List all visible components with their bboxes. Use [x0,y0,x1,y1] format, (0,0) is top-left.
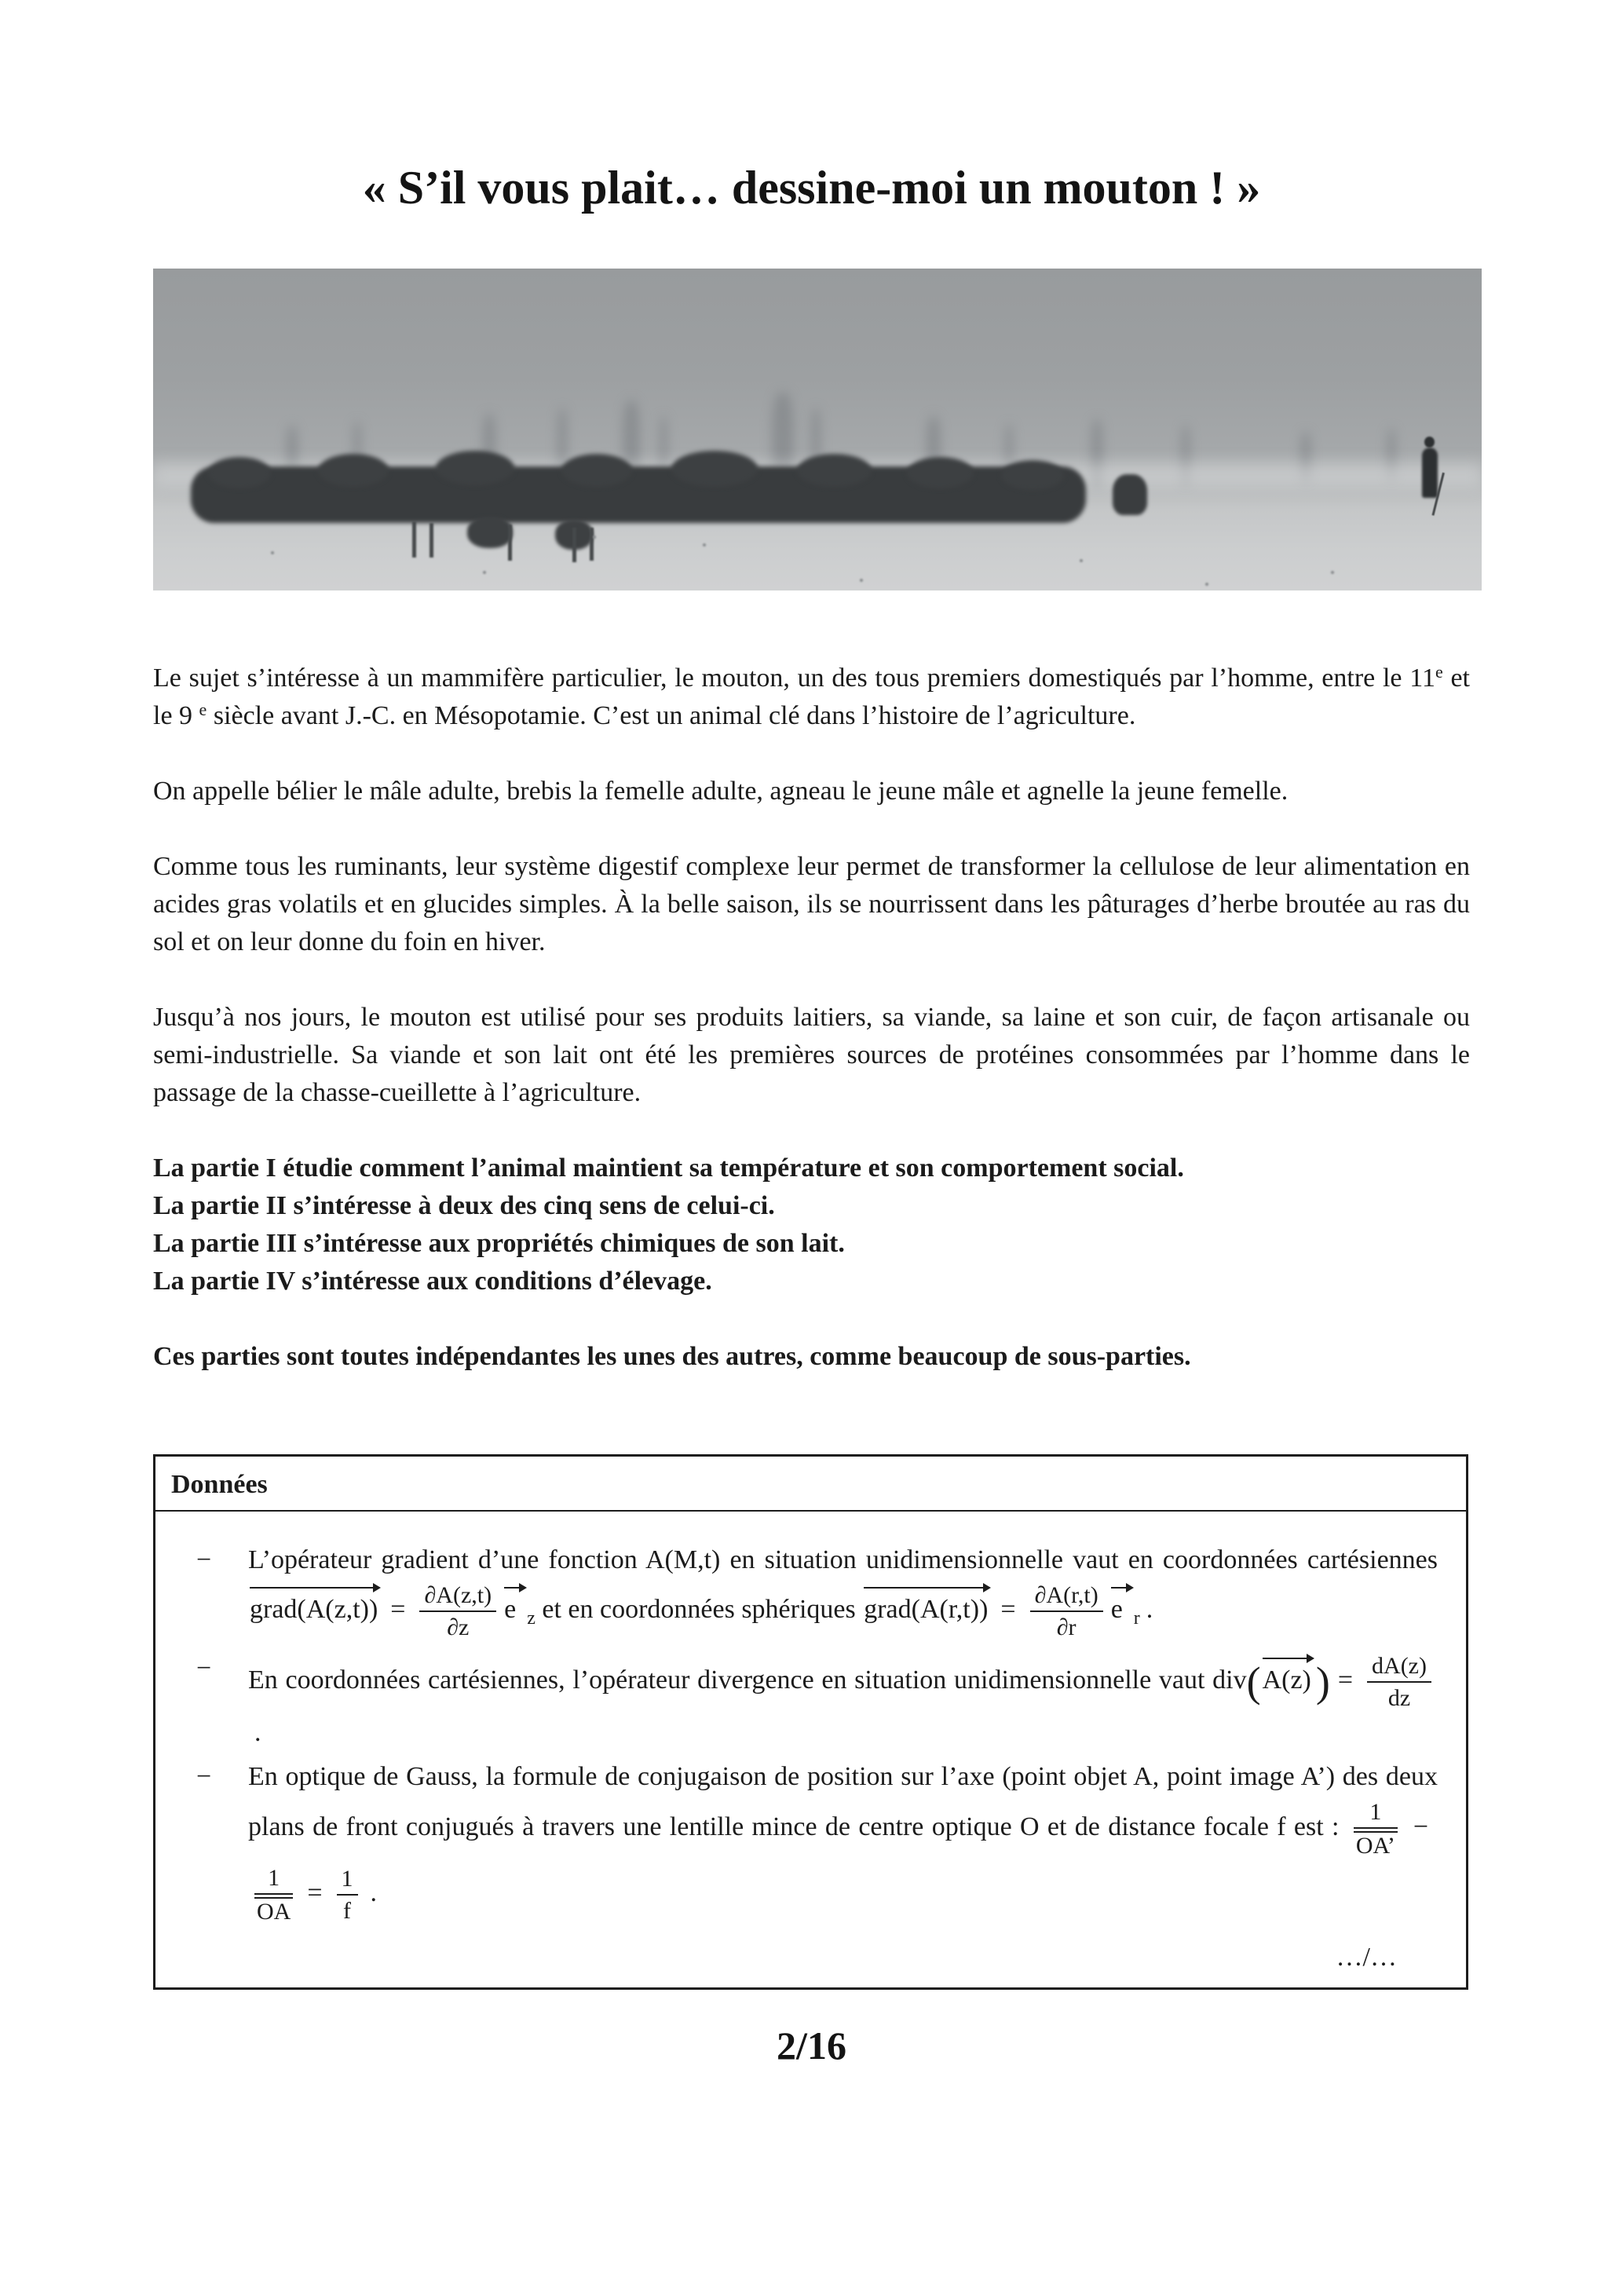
vector-arrow-icon [1263,1658,1307,1659]
sheep-silhouette [1001,460,1064,490]
sheep-leg [508,525,512,561]
unit-vector-label: e [1110,1594,1123,1624]
sheep-flock-photo [153,269,1482,590]
part-iv-line: La partie IV s’intéresse aux conditions d’élevage. [153,1267,712,1296]
left-paren: ( [1246,1658,1261,1706]
item-text: En optique de Gauss, la formule de conjugaison de position sur l’axe (point objet A, point image A’) des deux plans de front conjugués à travers une lentille mince de centre optique O et de distance focale f est : [248,1762,1438,1841]
fraction-denominator: f [343,1898,352,1924]
field-vector [1261,1654,1316,1695]
continuation-mark: …/… [1336,1943,1397,1972]
unit-vector-label: e [504,1594,517,1624]
grad-label: grad(A(r,t)) [864,1594,989,1624]
grad-label: grad(A(z,t)) [250,1594,378,1624]
formula-period: . [254,1718,261,1747]
vector-arrow-icon [504,1587,519,1589]
sheep-silhouette [208,457,271,488]
parts-summary [153,1150,1470,1300]
bullet-dash: − [196,1545,212,1574]
sheep-silhouette [467,517,513,548]
minus-sign: − [1413,1812,1428,1841]
measure-overline: OA’ [1354,1831,1398,1859]
part-ii-line: La partie II s’intéresse à deux des cinq sens de celui-ci. [153,1191,775,1220]
snow-speckle [1205,583,1208,586]
fraction-numerator: 1 [1354,1799,1398,1829]
page-content [153,0,1470,2068]
sheep-silhouette [797,454,872,487]
fraction-denominator: ∂r [1056,1614,1077,1640]
shepherd-head [1424,437,1435,448]
bullet-dash: − [196,1762,212,1791]
fraction-numerator: dA(z) [1367,1653,1431,1683]
vector-arrow-icon [250,1587,373,1589]
snow-speckle [860,579,863,582]
bullet-dash: − [196,1654,212,1683]
fraction-numerator: 1 [254,1865,293,1895]
grad-vector-r [862,1584,992,1624]
partial-fraction-r [1030,1582,1103,1640]
fraction-denominator [1354,1829,1398,1859]
vector-subscript: z [527,1607,536,1629]
field-label: A(z) [1262,1665,1311,1695]
donnees-header: Données [155,1457,1466,1512]
fraction-denominator: dz [1387,1685,1411,1711]
snow-speckle [1331,571,1334,574]
equals-sign: = [390,1594,406,1624]
sheep-silhouette [907,457,974,488]
fraction-denominator: ∂z [447,1614,470,1640]
equals-sign: = [1337,1665,1354,1695]
conjugation-fraction-1 [1354,1799,1398,1859]
item-text: et en coordonnées sphériques [542,1594,863,1624]
donnees-body [155,1512,1466,1987]
measure-overline: OA [254,1897,293,1925]
superscript-e: e [1435,662,1443,682]
fraction-numerator: ∂A(r,t) [1030,1582,1103,1612]
snow-speckle [1080,559,1083,562]
snow-speckle [271,551,274,554]
part-i-line: La partie I étudie comment l’animal maintient sa température et son comportement social. [153,1153,1184,1183]
unit-vector-er [1109,1584,1134,1624]
sheep-silhouette [561,454,632,487]
equals-sign: = [307,1877,323,1907]
donnees-box [153,1454,1468,1990]
intro-paragraph-1 [153,660,1470,735]
focal-fraction [337,1866,358,1924]
snow-speckle [593,536,596,539]
vector-arrow-icon [864,1587,983,1589]
intro-paragraph-3: Comme tous les ruminants, leur système digestif complexe leur permet de transformer la cellulose de leur alimentation en acides gras volatils et en glucides simples. À la belle saison, ils se nourrissent dans les pâturages d’herbe broutée au ras du sol et on leur donne du foin en hiver. [153,852,1470,956]
fraction-numerator: 1 [337,1866,358,1896]
right-paren: ) [1315,1658,1330,1706]
unit-vector-ez [503,1584,527,1624]
partial-fraction-z [419,1582,496,1640]
intro-paragraph-4: Jusqu’à nos jours, le mouton est utilisé pour ses produits laitiers, sa viande, sa laine et son cuir, de façon artisanale ou semi-industrielle. Sa viande et son lait ont été les premières sources de protéines consommées par l’homme dans le passage de la chasse-cueillette à l’agriculture. [153,1003,1470,1107]
paragraph-text: siècle avant J.-C. en Mésopotamie. C’est un animal clé dans l’histoire de l’agriculture. [207,701,1136,730]
paragraph-text: Le sujet s’intéresse à un mammifère particulier, le mouton, un des tous premiers domestiqués par l’homme, entre le 11 [153,664,1435,693]
derivative-fraction [1367,1653,1431,1711]
formula-period: . [1146,1594,1153,1624]
snow-speckle [483,571,486,574]
equals-sign: = [1000,1594,1016,1624]
grad-vector-z [248,1584,382,1624]
fraction-denominator [254,1895,293,1925]
sheep-leg [572,528,576,562]
sheep-silhouette [436,451,514,485]
independence-note: Ces parties sont toutes indépendantes les unes des autres, comme beaucoup de sous-parties. [153,1342,1191,1371]
sheep-leg [590,528,594,561]
item-text: En coordonnées cartésiennes, l’opérateur divergence en situation unidimensionnelle vaut [248,1665,1213,1695]
donnees-item-conjugaison [155,1758,1438,1928]
intro-paragraph-2: On appelle bélier le mâle adulte, brebis la femelle adulte, agneau le jeune mâle et agnelle la jeune femelle. [153,777,1289,806]
snow-speckle [703,543,706,547]
vector-subscript: r [1133,1607,1140,1629]
sheep-leg [412,521,416,558]
page-number: 2/16 [777,2024,846,2067]
formula-period: . [370,1877,378,1907]
paragraph-text: et le 9 [153,664,1470,730]
div-operator: div [1212,1665,1247,1695]
sheep-silhouette [1113,474,1147,515]
donnees-item-gradient [155,1541,1438,1643]
sheep-silhouette [318,454,389,487]
page-title: « S’il vous plait… dessine-moi un mouton ! » [362,162,1261,214]
donnees-item-divergence [155,1650,1438,1752]
sheep-silhouette [671,451,758,487]
sheep-leg [430,523,433,558]
vector-arrow-icon [1111,1587,1126,1589]
fraction-numerator: ∂A(z,t) [419,1582,496,1612]
shepherd-figure [1422,448,1438,498]
part-iii-line: La partie III s’intéresse aux propriétés chimiques de son lait. [153,1229,845,1258]
item-text: L’opérateur gradient d’une fonction A(M,t) en situation unidimensionnelle vaut en coordonnées cartésiennes [248,1545,1438,1574]
superscript-e: e [199,700,207,719]
conjugation-fraction-2 [254,1865,293,1925]
